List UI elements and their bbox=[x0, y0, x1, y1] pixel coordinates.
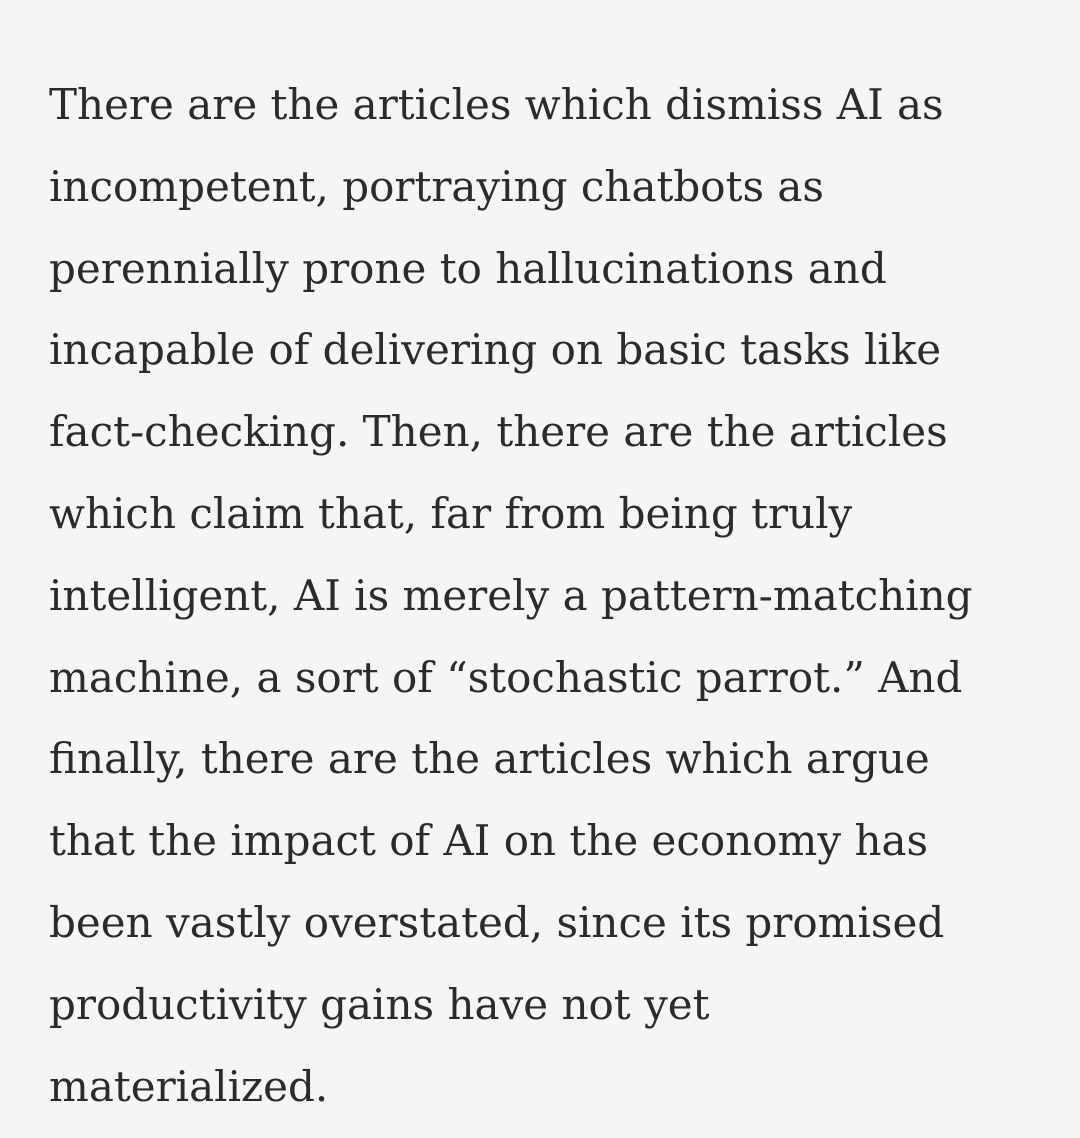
paragraph-line: incompetent, portraying chatbots as bbox=[49, 161, 824, 211]
paragraph-line: which claim that, far from being truly bbox=[49, 488, 853, 538]
paragraph-line: machine, a sort of “stochastic parrot.” And bbox=[49, 652, 963, 702]
paragraph-line: There are the articles which dismiss AI as bbox=[49, 80, 944, 129]
paragraph-line: finally, there are the articles which argue bbox=[49, 734, 930, 784]
paragraph-line: materialized. bbox=[49, 1061, 329, 1111]
paragraph-line: intelligent, AI is merely a pattern-matching bbox=[49, 570, 973, 620]
paragraph-line: perennially prone to hallucinations and bbox=[49, 243, 887, 293]
paragraph-line: been vastly overstated, since its promised bbox=[49, 897, 945, 947]
article-paragraph bbox=[49, 64, 1059, 1127]
paragraph-line: incapable of delivering on basic tasks like bbox=[49, 325, 942, 375]
paragraph-line: productivity gains have not yet bbox=[49, 979, 710, 1029]
paragraph-line: that the impact of AI on the economy has bbox=[49, 816, 929, 866]
paragraph-line: fact-checking. Then, there are the articles bbox=[49, 407, 948, 457]
